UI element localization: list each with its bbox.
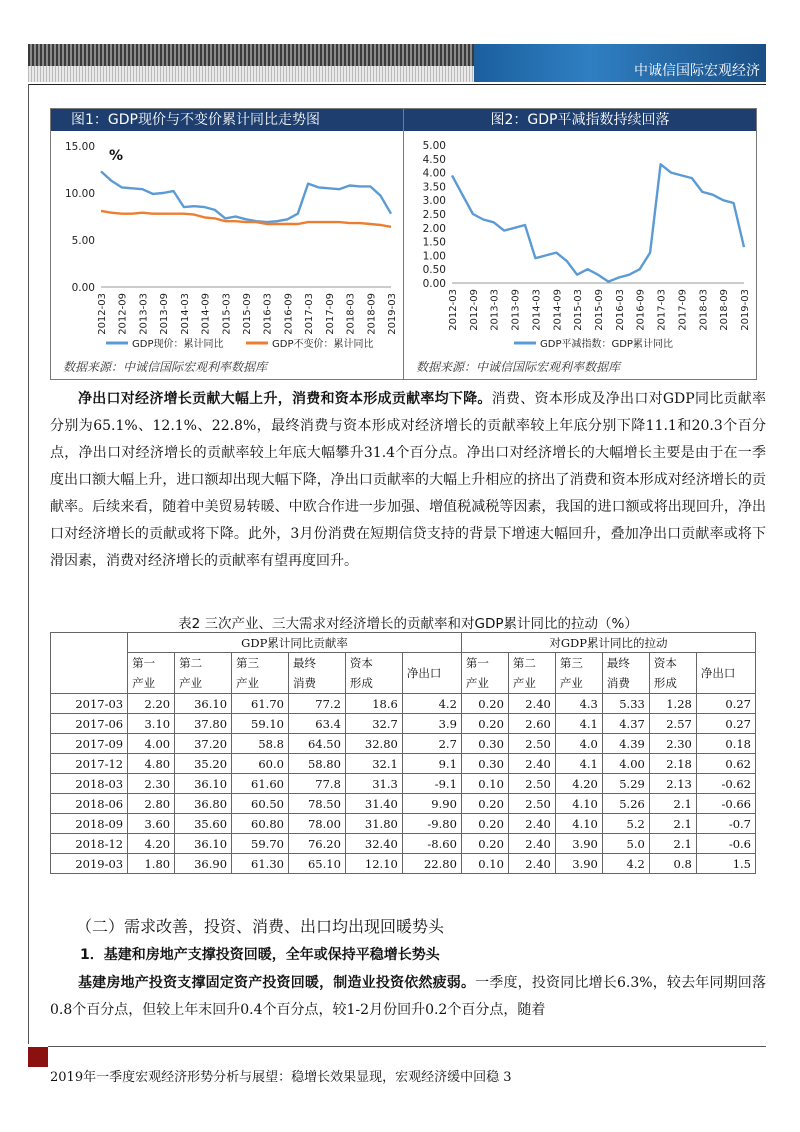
y-tick-label: 1.00 [422, 250, 446, 263]
table-cell: 31.40 [345, 794, 402, 814]
table-corner [51, 633, 128, 694]
y-tick-label: 3.50 [422, 181, 446, 194]
x-tick-label: 2018-09 [366, 293, 378, 335]
table-column-header [345, 653, 402, 694]
table-cell: 5.33 [602, 694, 649, 714]
table-cell: 4.0 [555, 734, 602, 754]
table-cell: 3.90 [555, 834, 602, 854]
table-cell: 0.27 [696, 694, 755, 714]
x-tick-label: 2012-09 [117, 293, 129, 335]
table-cell: 59.70 [232, 834, 289, 854]
table-row-period: 2018-06 [51, 794, 128, 814]
table-cell: 4.3 [555, 694, 602, 714]
table-column-header [649, 653, 696, 694]
y-tick-label: 5.00 [71, 235, 95, 247]
header-brand: 中诚信国际宏观经济 [634, 63, 760, 79]
table-cell: 58.80 [288, 754, 345, 774]
table-cell: 5.2 [602, 814, 649, 834]
table-cell: 0.20 [461, 834, 508, 854]
x-tick-label: 2017-03 [304, 293, 316, 335]
table-cell: 2.40 [508, 754, 555, 774]
table-header-row [51, 653, 756, 694]
table-row [51, 734, 756, 754]
x-tick-label: 2017-09 [677, 289, 689, 331]
x-tick-label: 2015-09 [242, 293, 253, 335]
y-tick-label: 0.50 [422, 264, 446, 277]
table-cell: 36.10 [175, 694, 232, 714]
table-cell: 64.50 [288, 734, 345, 754]
table-cell: 4.80 [128, 754, 175, 774]
table-column-header-line1: 第二 [512, 656, 536, 670]
table-column-header [232, 653, 289, 694]
table-cell: 36.90 [175, 854, 232, 874]
chart2-source: 数据来源：中诚信国际宏观利率数据库 [416, 360, 621, 374]
x-tick-label: 2012-03 [448, 289, 459, 331]
y-tick-label: 2.00 [422, 222, 446, 235]
table-column-header [175, 653, 232, 694]
header-stripe-light [28, 66, 474, 82]
paragraph-investment [50, 970, 766, 1024]
x-tick-label: 2018-03 [345, 293, 357, 335]
table-column-header-line2: 消费 [606, 676, 630, 690]
paragraph-net-exports-body: 消费、资本形成及净出口对GDP同比贡献率分别为65.1%、12.1%、22.8%，最终消费与资本形成对经济增长的贡献率较上年底分别下降11.1和20.3个百分点，净出口对经济增长的贡献率较上年底大幅攀升31.4个百分点。净出口对经济增长的大幅增长主要是由于在一季度出口额大幅上升，进口额却出现大幅下降，净出口贡献率的大幅上升相应的挤出了消费和资本形成对经济增长的贡献率。后续来看，随着中美贸易转暖、中欧合作进一步加强、增值税减税等因素，我国的进口额或将出现回升，净出口对经济增长的贡献或将下降。此外，3月份消费在短期信贷支持的背景下增速大幅回升，叠加净出口贡献率或将下滑因素，消费对经济增长的贡献率有望再度回升。 [50, 391, 766, 569]
section-title: （二）需求改善，投资、消费、出口均出现回暖势头 [76, 917, 445, 936]
x-tick-label: 2019-03 [740, 289, 751, 331]
x-tick-label: 2014-03 [531, 289, 543, 331]
series-line [101, 171, 391, 222]
unit-label: % [109, 148, 124, 164]
table-cell: 31.3 [345, 774, 402, 794]
left-margin-rule [28, 84, 29, 1044]
table-cell: 78.50 [288, 794, 345, 814]
table-cell: 4.2 [602, 854, 649, 874]
table-cell: 4.00 [602, 754, 649, 774]
table-cell: 5.26 [602, 794, 649, 814]
table-cell: 2.13 [649, 774, 696, 794]
table-group-contribution: GDP累计同比贡献率 [128, 633, 462, 653]
footer-rule [48, 1046, 766, 1047]
table-column-header [508, 653, 555, 694]
table-cell: 2.40 [508, 854, 555, 874]
table-cell: 1.5 [696, 854, 755, 874]
table-cell: -0.7 [696, 814, 755, 834]
table-column-header [402, 653, 461, 694]
x-tick-label: 2014-09 [200, 293, 212, 335]
table-cell: 0.10 [461, 774, 508, 794]
table-cell: 0.18 [696, 734, 755, 754]
table-column-header-line1: 净出口 [406, 666, 442, 680]
table-cell: 4.39 [602, 734, 649, 754]
table-cell: -0.66 [696, 794, 755, 814]
x-tick-label: 2016-03 [262, 293, 274, 335]
paragraph-net-exports [50, 386, 766, 575]
table-cell: -8.60 [402, 834, 461, 854]
table-cell: 2.40 [508, 694, 555, 714]
table-cell: 3.90 [555, 854, 602, 874]
table-row [51, 754, 756, 774]
table-cell: 9.1 [402, 754, 461, 774]
table-cell: 2.40 [508, 814, 555, 834]
table-cell: 18.6 [345, 694, 402, 714]
table-column-header-line2: 产业 [179, 676, 203, 690]
y-tick-label: 0.00 [71, 282, 95, 294]
x-tick-label: 2018-03 [698, 289, 710, 331]
table-row [51, 814, 756, 834]
table-cell: 5.29 [602, 774, 649, 794]
table-cell: 0.20 [461, 694, 508, 714]
table-column-header-line2: 形成 [653, 676, 677, 690]
x-tick-label: 2012-09 [468, 289, 480, 331]
x-tick-label: 2012-03 [97, 293, 108, 335]
table-cell: 32.7 [345, 714, 402, 734]
table-column-header-line2: 产业 [559, 676, 583, 690]
series-line [452, 164, 744, 281]
table-cell: 61.70 [232, 694, 289, 714]
table-cell: 4.37 [602, 714, 649, 734]
table-cell: -0.6 [696, 834, 755, 854]
table-cell: 63.4 [288, 714, 345, 734]
table-cell: 32.80 [345, 734, 402, 754]
table-row-period: 2017-12 [51, 754, 128, 774]
y-tick-label: 10.00 [64, 188, 95, 200]
table-cell: 22.80 [402, 854, 461, 874]
contribution-table [50, 632, 756, 874]
legend-entry: GDP现价：累计同比 [132, 339, 224, 350]
table-column-header [696, 653, 755, 694]
header-rule [28, 84, 766, 85]
table-cell: 78.00 [288, 814, 345, 834]
table-row-period: 2018-12 [51, 834, 128, 854]
table-column-header-line2: 产业 [132, 676, 156, 690]
table-cell: 0.10 [461, 854, 508, 874]
chart2-title: 图2：GDP平减指数持续回落 [404, 109, 756, 131]
table-cell: 37.20 [175, 734, 232, 754]
table-cell: 0.20 [461, 714, 508, 734]
x-tick-label: 2015-09 [594, 289, 605, 331]
table-cell: -9.1 [402, 774, 461, 794]
paragraph-net-exports-lead: 净出口对经济增长贡献大幅上升，消费和资本形成贡献率均下降。 [78, 391, 492, 407]
table-cell: 2.50 [508, 774, 555, 794]
table-cell: 2.40 [508, 834, 555, 854]
table-row-period: 2018-09 [51, 814, 128, 834]
table-column-header-line2: 形成 [349, 676, 373, 690]
table-cell: 2.1 [649, 814, 696, 834]
table-cell: 36.10 [175, 774, 232, 794]
x-tick-label: 2013-09 [159, 293, 171, 335]
table-group-row [51, 633, 756, 653]
table-column-header-line2: 消费 [292, 676, 316, 690]
table-row-period: 2018-03 [51, 774, 128, 794]
table-column-header-line1: 第二 [179, 656, 203, 670]
x-tick-label: 2016-09 [635, 289, 647, 331]
table-cell: 0.30 [461, 754, 508, 774]
table-cell: 65.10 [288, 854, 345, 874]
table-column-header-line1: 第一 [465, 656, 489, 670]
table-cell: 4.20 [128, 834, 175, 854]
table-column-header-line1: 第三 [559, 656, 583, 670]
table-cell: 2.50 [508, 794, 555, 814]
chart2-panel [403, 108, 757, 380]
table-column-header-line1: 第三 [236, 656, 260, 670]
table-cell: 2.1 [649, 794, 696, 814]
x-tick-label: 2019-03 [387, 293, 398, 335]
table-row [51, 774, 756, 794]
table-cell: 3.9 [402, 714, 461, 734]
table-cell: 37.80 [175, 714, 232, 734]
table-cell: 31.80 [345, 814, 402, 834]
table-cell: 76.20 [288, 834, 345, 854]
y-tick-label: 4.00 [422, 167, 446, 180]
y-tick-label: 15.00 [64, 141, 95, 153]
table-cell: 2.50 [508, 734, 555, 754]
chart1-plot [51, 133, 403, 353]
table-column-header-line2: 产业 [236, 676, 260, 690]
table-cell: 3.60 [128, 814, 175, 834]
x-tick-label: 2015-03 [573, 289, 585, 331]
table-row [51, 854, 756, 874]
table-column-header [602, 653, 649, 694]
table-cell: 32.1 [345, 754, 402, 774]
table-cell: 2.57 [649, 714, 696, 734]
legend-entry: GDP不变价：累计同比 [272, 339, 374, 350]
table-column-header [555, 653, 602, 694]
x-tick-label: 2014-03 [179, 293, 191, 335]
table-row-period: 2017-09 [51, 734, 128, 754]
chart2-plot [404, 133, 756, 353]
header-stripe [28, 44, 474, 66]
table-cell: 2.20 [128, 694, 175, 714]
table-cell: 61.60 [232, 774, 289, 794]
table-cell: 35.60 [175, 814, 232, 834]
y-tick-label: 3.00 [422, 195, 446, 208]
table-cell: 4.1 [555, 754, 602, 774]
table-cell: 77.2 [288, 694, 345, 714]
table-column-header-line2: 产业 [512, 676, 536, 690]
x-tick-label: 2018-09 [719, 289, 731, 331]
chart1-panel [50, 108, 404, 380]
table-column-header-line2: 产业 [465, 676, 489, 690]
table-column-header [128, 653, 175, 694]
table-cell: 5.0 [602, 834, 649, 854]
table-cell: -0.62 [696, 774, 755, 794]
y-tick-label: 0.00 [422, 278, 446, 290]
table-cell: 0.8 [649, 854, 696, 874]
x-tick-label: 2013-03 [489, 289, 501, 331]
x-tick-label: 2016-09 [283, 293, 295, 335]
table-cell: 9.90 [402, 794, 461, 814]
table-cell: 0.20 [461, 794, 508, 814]
table-group-pull: 对GDP累计同比的拉动 [461, 633, 755, 653]
table-cell: 4.00 [128, 734, 175, 754]
table-cell: -9.80 [402, 814, 461, 834]
y-tick-label: 5.00 [422, 140, 446, 152]
x-tick-label: 2014-09 [552, 289, 564, 331]
table-column-header-line1: 第一 [132, 656, 156, 670]
chart1-title: 图1：GDP现价与不变价累计同比走势图 [51, 109, 403, 131]
table-cell: 59.10 [232, 714, 289, 734]
table-cell: 36.80 [175, 794, 232, 814]
y-tick-label: 2.50 [422, 209, 446, 221]
footer-marker [28, 1047, 48, 1067]
table-cell: 61.30 [232, 854, 289, 874]
table-cell: 0.20 [461, 814, 508, 834]
table-cell: 1.80 [128, 854, 175, 874]
table-row [51, 694, 756, 714]
table-column-header [461, 653, 508, 694]
x-tick-label: 2015-03 [221, 293, 233, 335]
table-cell: 77.8 [288, 774, 345, 794]
table-cell: 60.50 [232, 794, 289, 814]
table-cell: 2.80 [128, 794, 175, 814]
y-tick-label: 4.50 [422, 153, 446, 166]
table-row [51, 834, 756, 854]
table-cell: 2.18 [649, 754, 696, 774]
table-cell: 60.80 [232, 814, 289, 834]
table-column-header-line1: 最终 [292, 656, 316, 670]
table-cell: 2.1 [649, 834, 696, 854]
table-cell: 2.30 [128, 774, 175, 794]
paragraph-investment-body: 一季度，投资同比增长6.3%，较去年同期回落0.8个百分点，但较上年末回升0.4个百分点，较1-2月份回升0.2个百分点，随着 [50, 975, 766, 1018]
table-title: 表2 三次产业、三大需求对经济增长的贡献率和对GDP累计同比的拉动（%） [178, 616, 638, 632]
table-cell: 32.40 [345, 834, 402, 854]
table-column-header [288, 653, 345, 694]
x-tick-label: 2017-09 [324, 293, 336, 335]
table-cell: 3.10 [128, 714, 175, 734]
table-cell: 0.27 [696, 714, 755, 734]
table-cell: 2.60 [508, 714, 555, 734]
table-cell: 4.1 [555, 714, 602, 734]
section-subtitle: 1．基建和房地产支撑投资回暖，全年或保持平稳增长势头 [80, 947, 440, 963]
chart1-source: 数据来源：中诚信国际宏观利率数据库 [63, 360, 268, 374]
table-cell: 0.30 [461, 734, 508, 754]
table-column-header-line1: 资本 [653, 656, 677, 670]
table-cell: 58.8 [232, 734, 289, 754]
table-column-header-line1: 资本 [349, 656, 373, 670]
table-row-period: 2019-03 [51, 854, 128, 874]
table-cell: 12.10 [345, 854, 402, 874]
x-tick-label: 2013-09 [510, 289, 522, 331]
table-cell: 60.0 [232, 754, 289, 774]
table-column-header-line1: 最终 [606, 656, 630, 670]
x-tick-label: 2013-03 [138, 293, 150, 335]
table-row-period: 2017-06 [51, 714, 128, 734]
table-row-period: 2017-03 [51, 694, 128, 714]
table-cell: 2.7 [402, 734, 461, 754]
legend-entry: GDP平减指数：GDP累计同比 [540, 339, 673, 350]
table-cell: 2.30 [649, 734, 696, 754]
table-cell: 4.20 [555, 774, 602, 794]
x-tick-label: 2017-03 [656, 289, 668, 331]
table-cell: 4.10 [555, 814, 602, 834]
table-cell: 36.10 [175, 834, 232, 854]
table-cell: 4.2 [402, 694, 461, 714]
paragraph-investment-lead: 基建房地产投资支撑固定资产投资回暖，制造业投资依然疲弱。 [78, 975, 476, 991]
x-tick-label: 2016-03 [614, 289, 626, 331]
table-row [51, 714, 756, 734]
footer-text: 2019年一季度宏观经济形势分析与展望：稳增长效果显现，宏观经济缓中回稳 3 [50, 1070, 512, 1085]
table-cell: 35.20 [175, 754, 232, 774]
table-cell: 1.28 [649, 694, 696, 714]
table-row [51, 794, 756, 814]
y-tick-label: 1.50 [422, 236, 446, 249]
table-cell: 4.10 [555, 794, 602, 814]
table-column-header-line1: 净出口 [700, 666, 736, 680]
table-cell: 0.62 [696, 754, 755, 774]
